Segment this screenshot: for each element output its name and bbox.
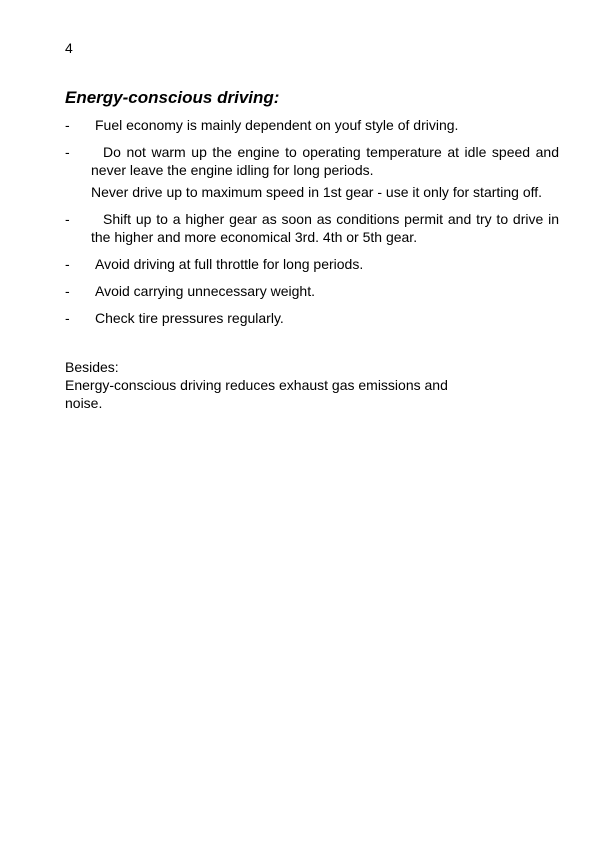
list-item-text: Do not warm up the engine to operating temperature at idle speed and never leave the engine idling for long periods. xyxy=(91,144,559,178)
besides-text: Energy-conscious driving reduces exhaust gas emissions and noise. xyxy=(65,377,448,411)
list-item-text: Check tire pressures regularly. xyxy=(95,310,284,326)
dash-bullet: - xyxy=(65,256,70,272)
dash-bullet: - xyxy=(65,310,70,326)
dash-bullet: - xyxy=(65,144,70,160)
tips-list xyxy=(65,116,559,336)
page-number: 4 xyxy=(65,40,73,56)
list-item xyxy=(65,255,559,273)
dash-bullet: - xyxy=(65,283,70,299)
besides-paragraph xyxy=(65,358,485,412)
list-item-text: Avoid carrying unnecessary weight. xyxy=(95,283,315,299)
list-item-text: Fuel economy is mainly dependent on youf style of driving. xyxy=(95,117,459,133)
dash-bullet: - xyxy=(65,211,70,227)
list-item-text: Avoid driving at full throttle for long periods. xyxy=(95,256,364,272)
list-item xyxy=(65,116,559,134)
list-item-extra-text: Never drive up to maximum speed in 1st gear - use it only for starting off. xyxy=(91,184,543,200)
dash-bullet: - xyxy=(65,117,70,133)
besides-label: Besides: xyxy=(65,359,119,375)
list-item-text: Shift up to a higher gear as soon as conditions permit and try to drive in the higher and more economical 3rd. 4th or 5th gear. xyxy=(91,211,559,245)
list-item xyxy=(65,210,559,246)
list-item xyxy=(65,282,559,300)
list-item xyxy=(65,143,559,201)
section-heading: Energy-conscious driving: xyxy=(65,88,280,107)
list-item xyxy=(65,309,559,327)
